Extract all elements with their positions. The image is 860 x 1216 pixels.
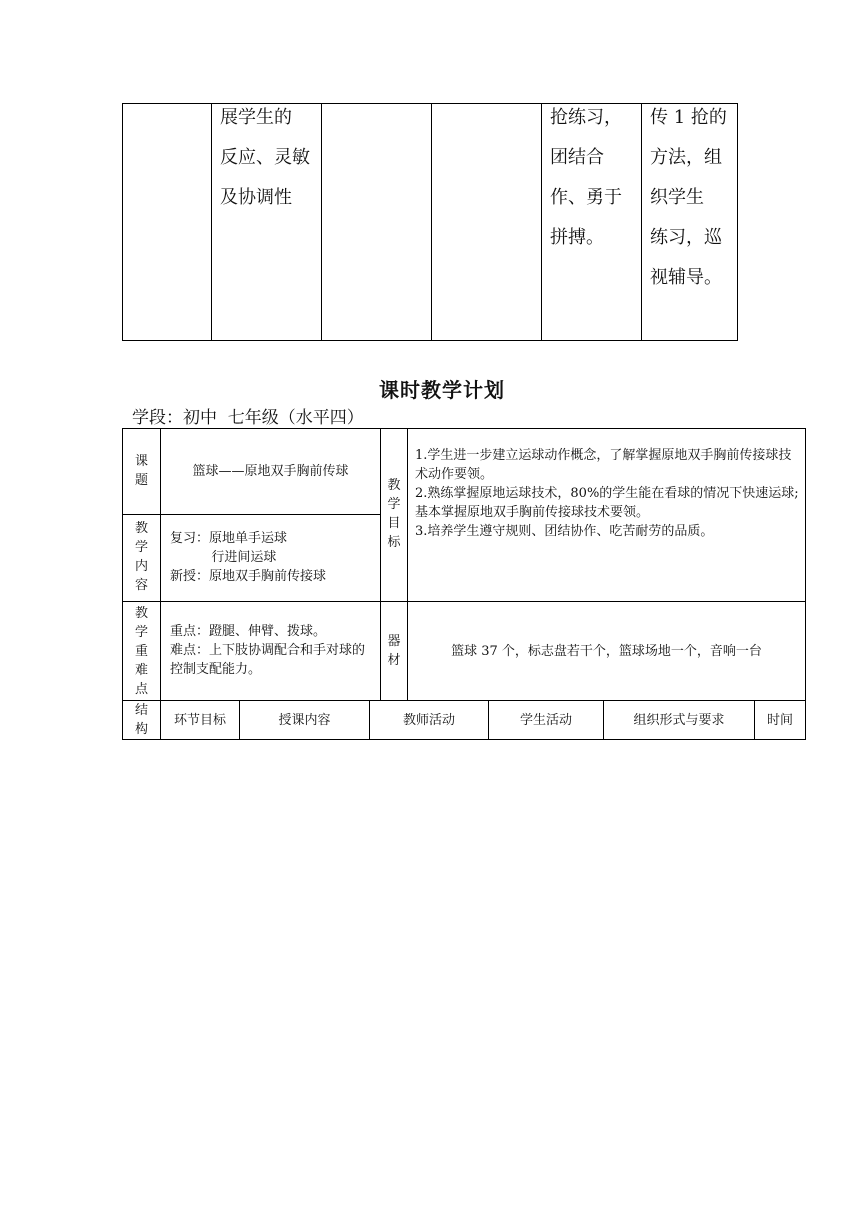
key-points-value: 重点：蹬腿、伸臂、拨球。 难点：上下肢协调配合和手对球的控制支配能力。 — [170, 624, 366, 677]
top-table-cell-purpose: 展学生的 反应、灵敏 及协调性 — [220, 107, 310, 208]
header-lesson-content: 授课内容 — [278, 713, 331, 728]
top-table-cell-organization: 传 1 抢的 方法，组 织学生 练习，巡 视辅导。 — [650, 107, 727, 288]
topic-value: 篮球——原地双手胸前传球 — [192, 464, 349, 479]
goals-text: 1.学生进一步建立运球动作概念，了解掌握原地双手胸前传接球技术动作要领。 2.熟练掌握原地运球技术，80%的学生能在看球的情况下快速运球;基本掌握原地双手胸前传接球技术要领。 3.培养学生遵守规则、团结协作、吃苦耐劳的品质。 — [415, 448, 799, 539]
structure-label: 结 构 — [134, 703, 148, 737]
content-label: 教 学 内 容 — [134, 521, 148, 593]
goal-label: 教 学 目 标 — [387, 478, 401, 550]
header-time: 时间 — [766, 713, 793, 728]
topic-label: 课 题 — [134, 454, 148, 488]
header-teacher-activity: 教师活动 — [402, 713, 455, 728]
content-value: 复习：原地单手运球 行进间运球 新授：原地双手胸前传接球 — [170, 531, 327, 584]
grade-level: 学段：初中 七年级（水平四） — [132, 408, 364, 428]
header-stage-goal: 环节目标 — [173, 713, 226, 728]
header-organization: 组织形式与要求 — [633, 713, 725, 728]
top-table-cell-student: 抢练习， 团结合 作、勇于 拼搏。 — [550, 107, 622, 248]
plan-title: 课时教学计划 — [379, 378, 505, 402]
key-points-label: 教 学 重 难 点 — [134, 606, 148, 697]
equipment-value: 篮球 37 个，标志盘若干个，篮球场地一个，音响一台 — [451, 644, 762, 659]
equipment-label: 器 材 — [387, 634, 401, 668]
header-student-activity: 学生活动 — [519, 713, 572, 728]
